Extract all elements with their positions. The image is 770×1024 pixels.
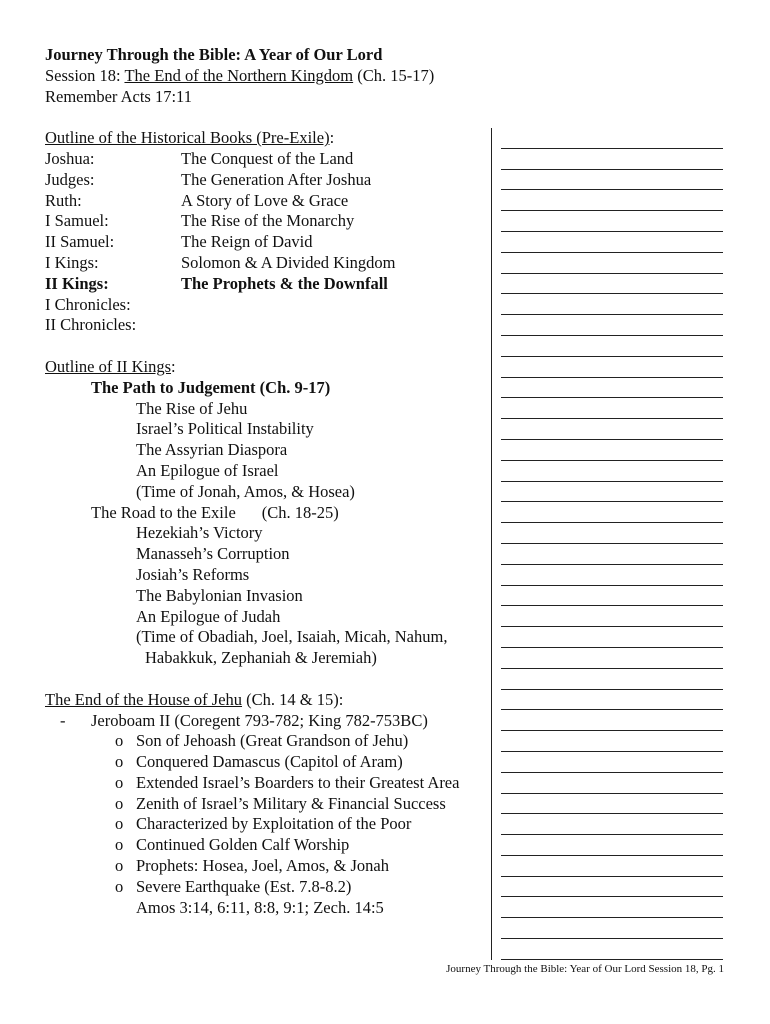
bullet-text: Extended Israel’s Boarders to their Greatest Area (136, 772, 460, 792)
session-line (45, 66, 490, 87)
note-blank-line (501, 440, 723, 461)
bullet-marker: o (115, 772, 124, 792)
road-title-text: The Road to the Exile (91, 502, 236, 522)
book-description: The Reign of David (181, 232, 313, 252)
historical-heading-colon: : (329, 128, 335, 148)
note-blank-line (501, 710, 723, 731)
note-blank-line (501, 523, 723, 544)
note-blank-line (501, 648, 723, 669)
note-blank-line (501, 294, 723, 315)
bullet-item (45, 731, 490, 752)
jehu-bullet-list (45, 731, 490, 897)
book-name: II Chronicles: (45, 315, 137, 335)
book-name: I Chronicles: (45, 294, 131, 314)
main-column (45, 45, 490, 918)
note-blank-line (501, 939, 723, 960)
book-name: I Kings: (45, 252, 99, 272)
bullet-text: Continued Golden Calf Worship (136, 835, 350, 855)
note-blank-line (501, 232, 723, 253)
note-blank-line (501, 315, 723, 336)
jeroboam-text: Jeroboam II (Coregent 793-782; King 782-753BC) (91, 710, 428, 730)
road-item: Hezekiah’s Victory (136, 523, 263, 543)
book-description: The Conquest of the Land (181, 148, 354, 168)
book-row (45, 295, 490, 316)
note-blank-line (501, 149, 723, 170)
book-name: II Kings: (45, 273, 109, 293)
road-to-exile-title (45, 503, 490, 524)
book-row (45, 170, 490, 191)
note-blank-line (501, 669, 723, 690)
book-name: Joshua: (45, 148, 95, 168)
note-blank-line (501, 336, 723, 357)
road-item: Manasseh’s Corruption (136, 544, 290, 564)
note-blank-line (501, 794, 723, 815)
note-blank-line (501, 128, 723, 149)
note-blank-line (501, 627, 723, 648)
note-blank-line (501, 773, 723, 794)
note-blank-line (501, 190, 723, 211)
note-blank-line (501, 877, 723, 898)
note-blank-line (501, 544, 723, 565)
note-blank-line (501, 752, 723, 773)
note-blank-line (501, 897, 723, 918)
path-item: (Time of Jonah, Amos, & Hosea) (136, 481, 355, 501)
path-item: An Epilogue of Israel (136, 460, 279, 480)
book-row (45, 232, 490, 253)
note-blank-line (501, 565, 723, 586)
bullet-marker: o (115, 793, 124, 813)
book-row (45, 191, 490, 212)
bullet-text: Zenith of Israel’s Military & Financial Success (136, 793, 446, 813)
book-row (45, 149, 490, 170)
road-item-continuation: Habakkuk, Zephaniah & Jeremiah) (145, 648, 377, 668)
path-to-judgement-title: The Path to Judgement (Ch. 9-17) (91, 377, 331, 397)
book-description: The Prophets & the Downfall (181, 273, 388, 293)
book-description: Solomon & A Divided Kingdom (181, 252, 396, 272)
road-item: The Babylonian Invasion (136, 585, 303, 605)
session-topic: The End of the Northern Kingdom (124, 65, 354, 85)
bullet-item (45, 814, 490, 835)
historical-heading (45, 128, 490, 149)
bullet-marker: o (115, 835, 124, 855)
bullet-item (45, 773, 490, 794)
book-name: II Samuel: (45, 232, 115, 252)
book-row (45, 253, 490, 274)
book-description: The Rise of the Monarchy (181, 211, 355, 231)
dash-marker: - (60, 710, 66, 730)
bullet-text: Severe Earthquake (Est. 7.8-8.2) (136, 876, 352, 896)
path-item: Israel’s Political Instability (136, 419, 314, 439)
note-blank-line (501, 502, 723, 523)
bullet-text: Son of Jehoash (Great Grandson of Jehu) (136, 731, 409, 751)
book-row (45, 211, 490, 232)
bullet-marker: o (115, 731, 124, 751)
note-blank-line (501, 606, 723, 627)
book-description: The Generation After Joshua (181, 169, 372, 189)
bullet-marker: o (115, 814, 124, 834)
book-description: A Story of Love & Grace (181, 190, 349, 210)
note-blank-line (501, 170, 723, 191)
book-row (45, 274, 490, 295)
note-blank-line (501, 835, 723, 856)
note-blank-line (501, 357, 723, 378)
bullet-item (45, 794, 490, 815)
road-item: Josiah’s Reforms (136, 564, 250, 584)
path-item: The Assyrian Diaspora (136, 440, 288, 460)
jehu-heading (45, 690, 490, 711)
road-item: (Time of Obadiah, Joel, Isaiah, Micah, Nahum, (136, 627, 448, 647)
bullet-item (45, 752, 490, 773)
path-item-list (45, 399, 490, 503)
note-blank-line (501, 398, 723, 419)
note-blank-line (501, 419, 723, 440)
scripture-references: Amos 3:14, 6:11, 8:8, 9:1; Zech. 14:5 (136, 897, 384, 917)
session-chapters: (Ch. 15-17) (353, 65, 435, 85)
note-blank-line (501, 482, 723, 503)
column-divider (491, 128, 492, 960)
outline-heading-colon: : (171, 356, 176, 376)
jeroboam-line (45, 711, 490, 732)
bullet-item (45, 835, 490, 856)
note-blank-line (501, 274, 723, 295)
historical-book-list (45, 149, 490, 336)
note-blank-line (501, 253, 723, 274)
bullet-text: Prophets: Hosea, Joel, Amos, & Jonah (136, 856, 389, 876)
book-name: Ruth: (45, 190, 82, 210)
note-blank-line (501, 211, 723, 232)
road-item: An Epilogue of Judah (136, 606, 281, 626)
note-blank-line (501, 461, 723, 482)
bullet-marker: o (115, 752, 124, 772)
note-blank-line (501, 378, 723, 399)
page-footer: Journey Through the Bible: Year of Our Lord Session 18, Pg. 1 (446, 963, 724, 975)
bullet-marker: o (115, 856, 124, 876)
path-item: The Rise of Jehu (136, 398, 248, 418)
bullet-item (45, 856, 490, 877)
historical-heading-text: Outline of the Historical Books (Pre-Exile) (45, 128, 330, 148)
session-prefix: Session 18: (45, 65, 125, 85)
note-blank-line (501, 586, 723, 607)
bullet-item (45, 877, 490, 898)
outline-heading (45, 357, 490, 378)
bullet-marker: o (115, 876, 124, 896)
outline-heading-text: Outline of II Kings (45, 356, 172, 376)
note-blank-line (501, 731, 723, 752)
bullet-text: Conquered Damascus (Capitol of Aram) (136, 752, 403, 772)
note-blank-line (501, 918, 723, 939)
bullet-text: Characterized by Exploitation of the Poor (136, 814, 412, 834)
note-blank-line (501, 856, 723, 877)
road-chapters: (Ch. 18-25) (261, 502, 339, 522)
notes-column (501, 128, 723, 960)
book-name: Judges: (45, 169, 95, 189)
note-blank-line (501, 814, 723, 835)
book-name: I Samuel: (45, 211, 109, 231)
jehu-heading-suffix: (Ch. 14 & 15): (242, 689, 344, 709)
note-blank-line (501, 690, 723, 711)
document-title: Journey Through the Bible: A Year of Our Lord (45, 45, 383, 64)
remember-line: Remember Acts 17:11 (45, 86, 192, 106)
book-row (45, 315, 490, 336)
road-item-list (45, 523, 490, 648)
jehu-heading-text: The End of the House of Jehu (45, 689, 243, 709)
